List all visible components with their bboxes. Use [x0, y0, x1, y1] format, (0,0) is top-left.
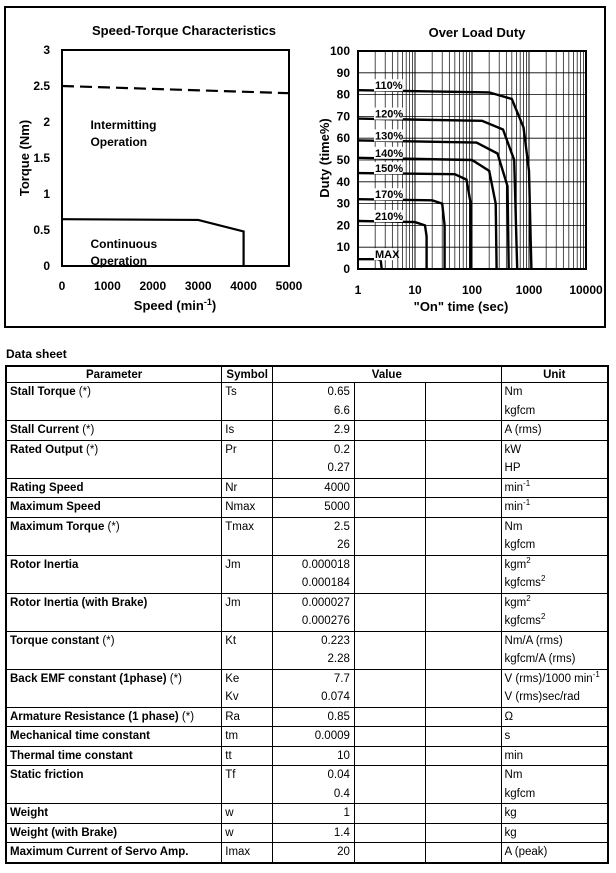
- value-cell: 4000: [273, 478, 355, 498]
- series-label: 110%: [375, 80, 403, 93]
- x-tick-label: 1: [354, 283, 362, 297]
- value-cell-empty: [354, 478, 425, 498]
- symbol-cell: [222, 650, 273, 669]
- value-cell-empty: [426, 785, 501, 804]
- param-cell: [6, 650, 222, 669]
- x-tick-label: 10: [408, 283, 422, 297]
- unit-cell: [501, 804, 608, 824]
- y-axis-label: Duty (time%): [317, 118, 332, 198]
- x-tick-label: 5000: [275, 279, 303, 293]
- header-symbol: Symbol: [222, 366, 273, 383]
- param-cell: [6, 612, 222, 631]
- value-cell-empty: [354, 823, 425, 843]
- table-row: [6, 498, 608, 518]
- unit-cell: [501, 843, 608, 863]
- value-cell-empty: [354, 785, 425, 804]
- param-cell: [6, 478, 222, 498]
- param-cell: [6, 440, 222, 459]
- value-cell: 2.28: [273, 650, 355, 669]
- symbol-cell: Jm: [222, 593, 273, 612]
- unit-text: kgm: [504, 596, 527, 609]
- value-cell-empty: [426, 459, 501, 478]
- value-cell-empty: [354, 669, 425, 688]
- param-name: Rating Speed: [10, 481, 84, 494]
- value-cell: 0.85: [273, 707, 355, 727]
- x-tick-label: 1000: [94, 279, 121, 293]
- unit-text: Nm: [504, 386, 523, 399]
- param-cell: [6, 823, 222, 843]
- param-cell: [6, 517, 222, 536]
- table-row: [6, 727, 608, 747]
- table-row: [6, 517, 608, 536]
- series-label: 210%: [375, 211, 404, 224]
- value-cell: 6.6: [273, 402, 355, 421]
- datasheet-title: Data sheet: [6, 347, 67, 361]
- param-name: Static friction: [10, 769, 84, 782]
- value-cell-empty: [354, 843, 425, 863]
- unit-text: s: [504, 730, 511, 743]
- value-cell-empty: [354, 517, 425, 536]
- value-cell: 0.27: [273, 459, 355, 478]
- symbol-cell: Tf: [222, 766, 273, 785]
- param-cell: [6, 555, 222, 574]
- value-cell: 0.000027: [273, 593, 355, 612]
- value-cell-empty: [426, 688, 501, 707]
- y-tick-label: 2.5: [33, 79, 50, 93]
- unit-text: A (peak): [504, 846, 548, 859]
- value-cell-empty: [354, 727, 425, 747]
- table-row: [6, 707, 608, 727]
- value-cell: 10: [273, 746, 355, 766]
- value-cell: 0.074: [273, 688, 355, 707]
- value-cell-empty: [426, 498, 501, 518]
- unit-exponent: 2: [526, 593, 531, 603]
- unit-cell: [501, 688, 608, 707]
- x-tick-label: 2000: [139, 279, 167, 293]
- table-row: [6, 650, 608, 669]
- param-cell: [6, 688, 222, 707]
- symbol-cell: [222, 785, 273, 804]
- symbol-cell: Imax: [222, 843, 273, 863]
- value-cell: 7.7: [273, 669, 355, 688]
- unit-text: kgfcm/A (rms): [504, 653, 576, 666]
- table-row: [6, 746, 608, 766]
- symbol-cell: Ke: [222, 669, 273, 688]
- y-tick-label: 70: [336, 109, 350, 124]
- param-note: (*): [99, 634, 115, 647]
- value-cell: 0.000276: [273, 612, 355, 631]
- param-cell: [6, 593, 222, 612]
- table-row: [6, 383, 608, 402]
- symbol-cell: Tmax: [222, 517, 273, 536]
- symbol-cell: [222, 459, 273, 478]
- symbol-cell: Nr: [222, 478, 273, 498]
- value-cell-empty: [354, 707, 425, 727]
- y-tick-label: 0.5: [33, 223, 50, 237]
- symbol-cell: tm: [222, 727, 273, 747]
- param-note: (*): [104, 520, 120, 533]
- y-tick-label: 1: [43, 187, 50, 201]
- table-row: [6, 631, 608, 650]
- series-label: 120%: [375, 108, 404, 121]
- table-row: [6, 478, 608, 498]
- y-tick-label: 30: [336, 196, 350, 211]
- value-cell: 0.65: [273, 383, 355, 402]
- chart-title: Speed-Torque Characteristics: [92, 23, 276, 38]
- y-tick-label: 100: [329, 44, 350, 58]
- param-name: Mechanical time constant: [10, 730, 150, 743]
- param-note: (*): [79, 424, 95, 437]
- param-cell: [6, 459, 222, 478]
- symbol-cell: Ts: [222, 383, 273, 402]
- symbol-cell: tt: [222, 746, 273, 766]
- x-axis-label: "On" time (sec): [413, 299, 509, 314]
- table-row: [6, 669, 608, 688]
- datasheet-table: [5, 365, 609, 864]
- value-cell-empty: [426, 650, 501, 669]
- unit-text: V (rms)/1000 min: [504, 672, 593, 685]
- param-name: Thermal time constant: [10, 749, 133, 762]
- value-cell-empty: [426, 804, 501, 824]
- x-tick-label: 4000: [230, 279, 257, 293]
- unit-text: kgfcm: [504, 539, 536, 552]
- param-note: (*): [75, 386, 91, 399]
- unit-text: min: [504, 481, 524, 494]
- unit-text: A (rms): [504, 424, 542, 437]
- table-row: [6, 843, 608, 863]
- series-label: 170%: [375, 189, 404, 202]
- table-row: [6, 421, 608, 441]
- param-name: Back EMF constant (1phase): [10, 672, 167, 685]
- value-cell-empty: [426, 536, 501, 555]
- value-cell-empty: [426, 843, 501, 863]
- symbol-cell: Pr: [222, 440, 273, 459]
- param-name: Maximum Speed: [10, 501, 101, 514]
- table-row: [6, 593, 608, 612]
- value-cell-empty: [426, 593, 501, 612]
- unit-text: kgfcms: [504, 615, 541, 628]
- x-tick-label: 10000: [569, 283, 603, 297]
- param-name: Maximum Torque: [10, 520, 105, 533]
- unit-cell: [501, 669, 608, 688]
- value-cell: 1: [273, 804, 355, 824]
- y-tick-label: 80: [336, 87, 350, 102]
- unit-text: kgfcm: [504, 787, 536, 800]
- series-label: MAX: [375, 249, 400, 262]
- unit-cell: [501, 593, 608, 612]
- value-cell-empty: [354, 555, 425, 574]
- unit-text: Nm: [504, 769, 523, 782]
- y-tick-label: 2: [43, 115, 50, 129]
- param-note: (*): [166, 672, 182, 685]
- table-row: [6, 440, 608, 459]
- value-cell-empty: [354, 402, 425, 421]
- value-cell-empty: [354, 631, 425, 650]
- param-cell: [6, 402, 222, 421]
- value-cell: 0.0009: [273, 727, 355, 747]
- unit-cell: [501, 478, 608, 498]
- table-row: [6, 536, 608, 555]
- x-tick-label: 0: [58, 279, 66, 293]
- unit-cell: [501, 707, 608, 727]
- y-tick-label: 0: [43, 259, 50, 273]
- value-cell-empty: [354, 612, 425, 631]
- y-tick-label: 0: [343, 262, 350, 276]
- unit-text: kgfcm: [504, 404, 536, 417]
- unit-cell: [501, 574, 608, 593]
- unit-text: kg: [504, 807, 517, 820]
- param-cell: [6, 536, 222, 555]
- value-cell-empty: [354, 383, 425, 402]
- unit-cell: [501, 421, 608, 441]
- header-value: Value: [273, 366, 501, 383]
- param-name: Weight (with Brake): [10, 826, 118, 839]
- unit-text: Nm/A (rms): [504, 634, 563, 647]
- unit-cell: [501, 785, 608, 804]
- param-cell: [6, 766, 222, 785]
- value-cell-empty: [426, 517, 501, 536]
- value-cell-empty: [426, 746, 501, 766]
- param-cell: [6, 631, 222, 650]
- unit-cell: [501, 517, 608, 536]
- x-axis-label: Speed $(\min^{-1})$: [133, 297, 217, 313]
- value-cell-empty: [426, 421, 501, 441]
- y-tick-label: 90: [336, 65, 350, 80]
- value-cell: 0.000184: [273, 574, 355, 593]
- x-tick-label: 100: [461, 283, 483, 297]
- value-cell-empty: [426, 707, 501, 727]
- param-cell: [6, 746, 222, 766]
- param-name: Torque constant: [10, 634, 100, 647]
- unit-cell: [501, 440, 608, 459]
- unit-exponent: 2: [540, 612, 546, 622]
- param-cell: [6, 498, 222, 518]
- series-label: 150%: [375, 163, 404, 176]
- value-cell-empty: [426, 823, 501, 843]
- unit-text: min: [504, 501, 524, 514]
- symbol-cell: [222, 612, 273, 631]
- table-row: [6, 688, 608, 707]
- value-cell-empty: [354, 421, 425, 441]
- value-cell: 0.4: [273, 785, 355, 804]
- x-tick-label: 3000: [184, 279, 212, 293]
- unit-cell: [501, 459, 608, 478]
- y-axis-label: Torque (Nm): [17, 119, 32, 197]
- param-cell: [6, 669, 222, 688]
- unit-cell: [501, 498, 608, 518]
- y-tick-label: 40: [336, 174, 350, 189]
- param-name: Rated Output: [10, 443, 83, 456]
- series-label: 140%: [375, 147, 404, 160]
- symbol-cell: Ra: [222, 707, 273, 727]
- table-row: [6, 574, 608, 593]
- param-cell: [6, 785, 222, 804]
- unit-text: min: [504, 749, 524, 762]
- y-tick-label: 20: [336, 218, 350, 233]
- unit-cell: [501, 746, 608, 766]
- unit-cell: [501, 766, 608, 785]
- value-cell: 1.4: [273, 823, 355, 843]
- param-name: Stall Current: [10, 424, 80, 437]
- unit-cell: [501, 727, 608, 747]
- table-row: [6, 785, 608, 804]
- symbol-cell: [222, 402, 273, 421]
- param-name: Stall Torque: [10, 386, 76, 399]
- unit-text: Nm: [504, 520, 523, 533]
- unit-cell: [501, 631, 608, 650]
- y-tick-label: 3: [43, 43, 50, 57]
- y-tick-label: 60: [336, 131, 350, 146]
- unit-cell: [501, 383, 608, 402]
- value-cell-empty: [426, 478, 501, 498]
- unit-exponent: -1: [523, 498, 531, 508]
- y-tick-label: 1.5: [33, 151, 50, 165]
- value-cell-empty: [354, 746, 425, 766]
- value-cell-empty: [354, 804, 425, 824]
- symbol-cell: Kv: [222, 688, 273, 707]
- param-name: Weight: [10, 807, 49, 820]
- series-label: 130%: [375, 130, 404, 143]
- value-cell-empty: [354, 650, 425, 669]
- value-cell-empty: [354, 574, 425, 593]
- param-cell: [6, 383, 222, 402]
- param-cell: [6, 421, 222, 441]
- table-row: [6, 459, 608, 478]
- unit-cell: [501, 402, 608, 421]
- param-cell: [6, 707, 222, 727]
- header-parameter: Parameter: [6, 366, 222, 383]
- unit-exponent: -1: [523, 478, 531, 488]
- table-row: [6, 402, 608, 421]
- param-name: Rotor Inertia (with Brake): [10, 596, 148, 609]
- header-unit: Unit: [501, 366, 608, 383]
- symbol-cell: [222, 536, 273, 555]
- param-cell: [6, 843, 222, 863]
- x-tick-label: 1000: [515, 283, 543, 297]
- symbol-cell: w: [222, 823, 273, 843]
- value-cell-empty: [426, 402, 501, 421]
- value-cell-empty: [354, 536, 425, 555]
- value-cell-empty: [426, 766, 501, 785]
- value-cell: 2.5: [273, 517, 355, 536]
- table-row: [6, 612, 608, 631]
- value-cell-empty: [354, 459, 425, 478]
- unit-text: kgfcms: [504, 577, 541, 590]
- value-cell-empty: [426, 574, 501, 593]
- value-cell: 2.9: [273, 421, 355, 441]
- value-cell-empty: [354, 498, 425, 518]
- value-cell-empty: [354, 766, 425, 785]
- value-cell-empty: [426, 383, 501, 402]
- unit-text: HP: [504, 462, 521, 475]
- region-annotation: Continuous Operation: [90, 237, 158, 268]
- unit-text: V (rms)sec/rad: [504, 691, 580, 704]
- value-cell: 26: [273, 536, 355, 555]
- unit-text: Ω: [504, 710, 514, 723]
- value-cell-empty: [426, 555, 501, 574]
- unit-text: kW: [504, 443, 522, 456]
- param-cell: [6, 804, 222, 824]
- value-cell: 0.223: [273, 631, 355, 650]
- value-cell-empty: [426, 727, 501, 747]
- symbol-cell: w: [222, 804, 273, 824]
- param-cell: [6, 727, 222, 747]
- value-cell-empty: [354, 688, 425, 707]
- overload-duty-chart: [0, 0, 616, 330]
- symbol-cell: Nmax: [222, 498, 273, 518]
- region-annotation: Intermitting Operation: [90, 118, 157, 150]
- value-cell: 5000: [273, 498, 355, 518]
- value-cell-empty: [426, 440, 501, 459]
- value-cell: 0.2: [273, 440, 355, 459]
- unit-exponent: -1: [592, 669, 600, 679]
- symbol-cell: Jm: [222, 555, 273, 574]
- symbol-cell: [222, 574, 273, 593]
- value-cell: 20: [273, 843, 355, 863]
- unit-text: kg: [504, 826, 517, 839]
- table-row: [6, 766, 608, 785]
- value-cell: 0.04: [273, 766, 355, 785]
- unit-exponent: 2: [540, 574, 546, 584]
- unit-cell: [501, 823, 608, 843]
- value-cell-empty: [426, 669, 501, 688]
- param-name: Maximum Current of Servo Amp.: [10, 846, 189, 859]
- value-cell: 0.000018: [273, 555, 355, 574]
- y-tick-label: 50: [336, 153, 350, 167]
- y-tick-label: 10: [336, 240, 350, 255]
- table-row: [6, 555, 608, 574]
- value-cell-empty: [354, 440, 425, 459]
- param-name: Armature Resistance (1 phase): [10, 710, 179, 723]
- chart-title: Over Load Duty: [428, 25, 526, 40]
- value-cell-empty: [354, 593, 425, 612]
- symbol-cell: Kt: [222, 631, 273, 650]
- unit-cell: [501, 555, 608, 574]
- table-row: [6, 823, 608, 843]
- unit-cell: [501, 612, 608, 631]
- param-note: (*): [178, 710, 195, 723]
- param-cell: [6, 574, 222, 593]
- unit-cell: [501, 650, 608, 669]
- symbol-cell: Is: [222, 421, 273, 441]
- param-name: Rotor Inertia: [10, 558, 79, 571]
- table-row: [6, 804, 608, 824]
- unit-text: kgm: [504, 558, 527, 571]
- value-cell-empty: [426, 631, 501, 650]
- unit-cell: [501, 536, 608, 555]
- unit-exponent: 2: [526, 555, 531, 565]
- param-note: (*): [82, 443, 99, 456]
- value-cell-empty: [426, 612, 501, 631]
